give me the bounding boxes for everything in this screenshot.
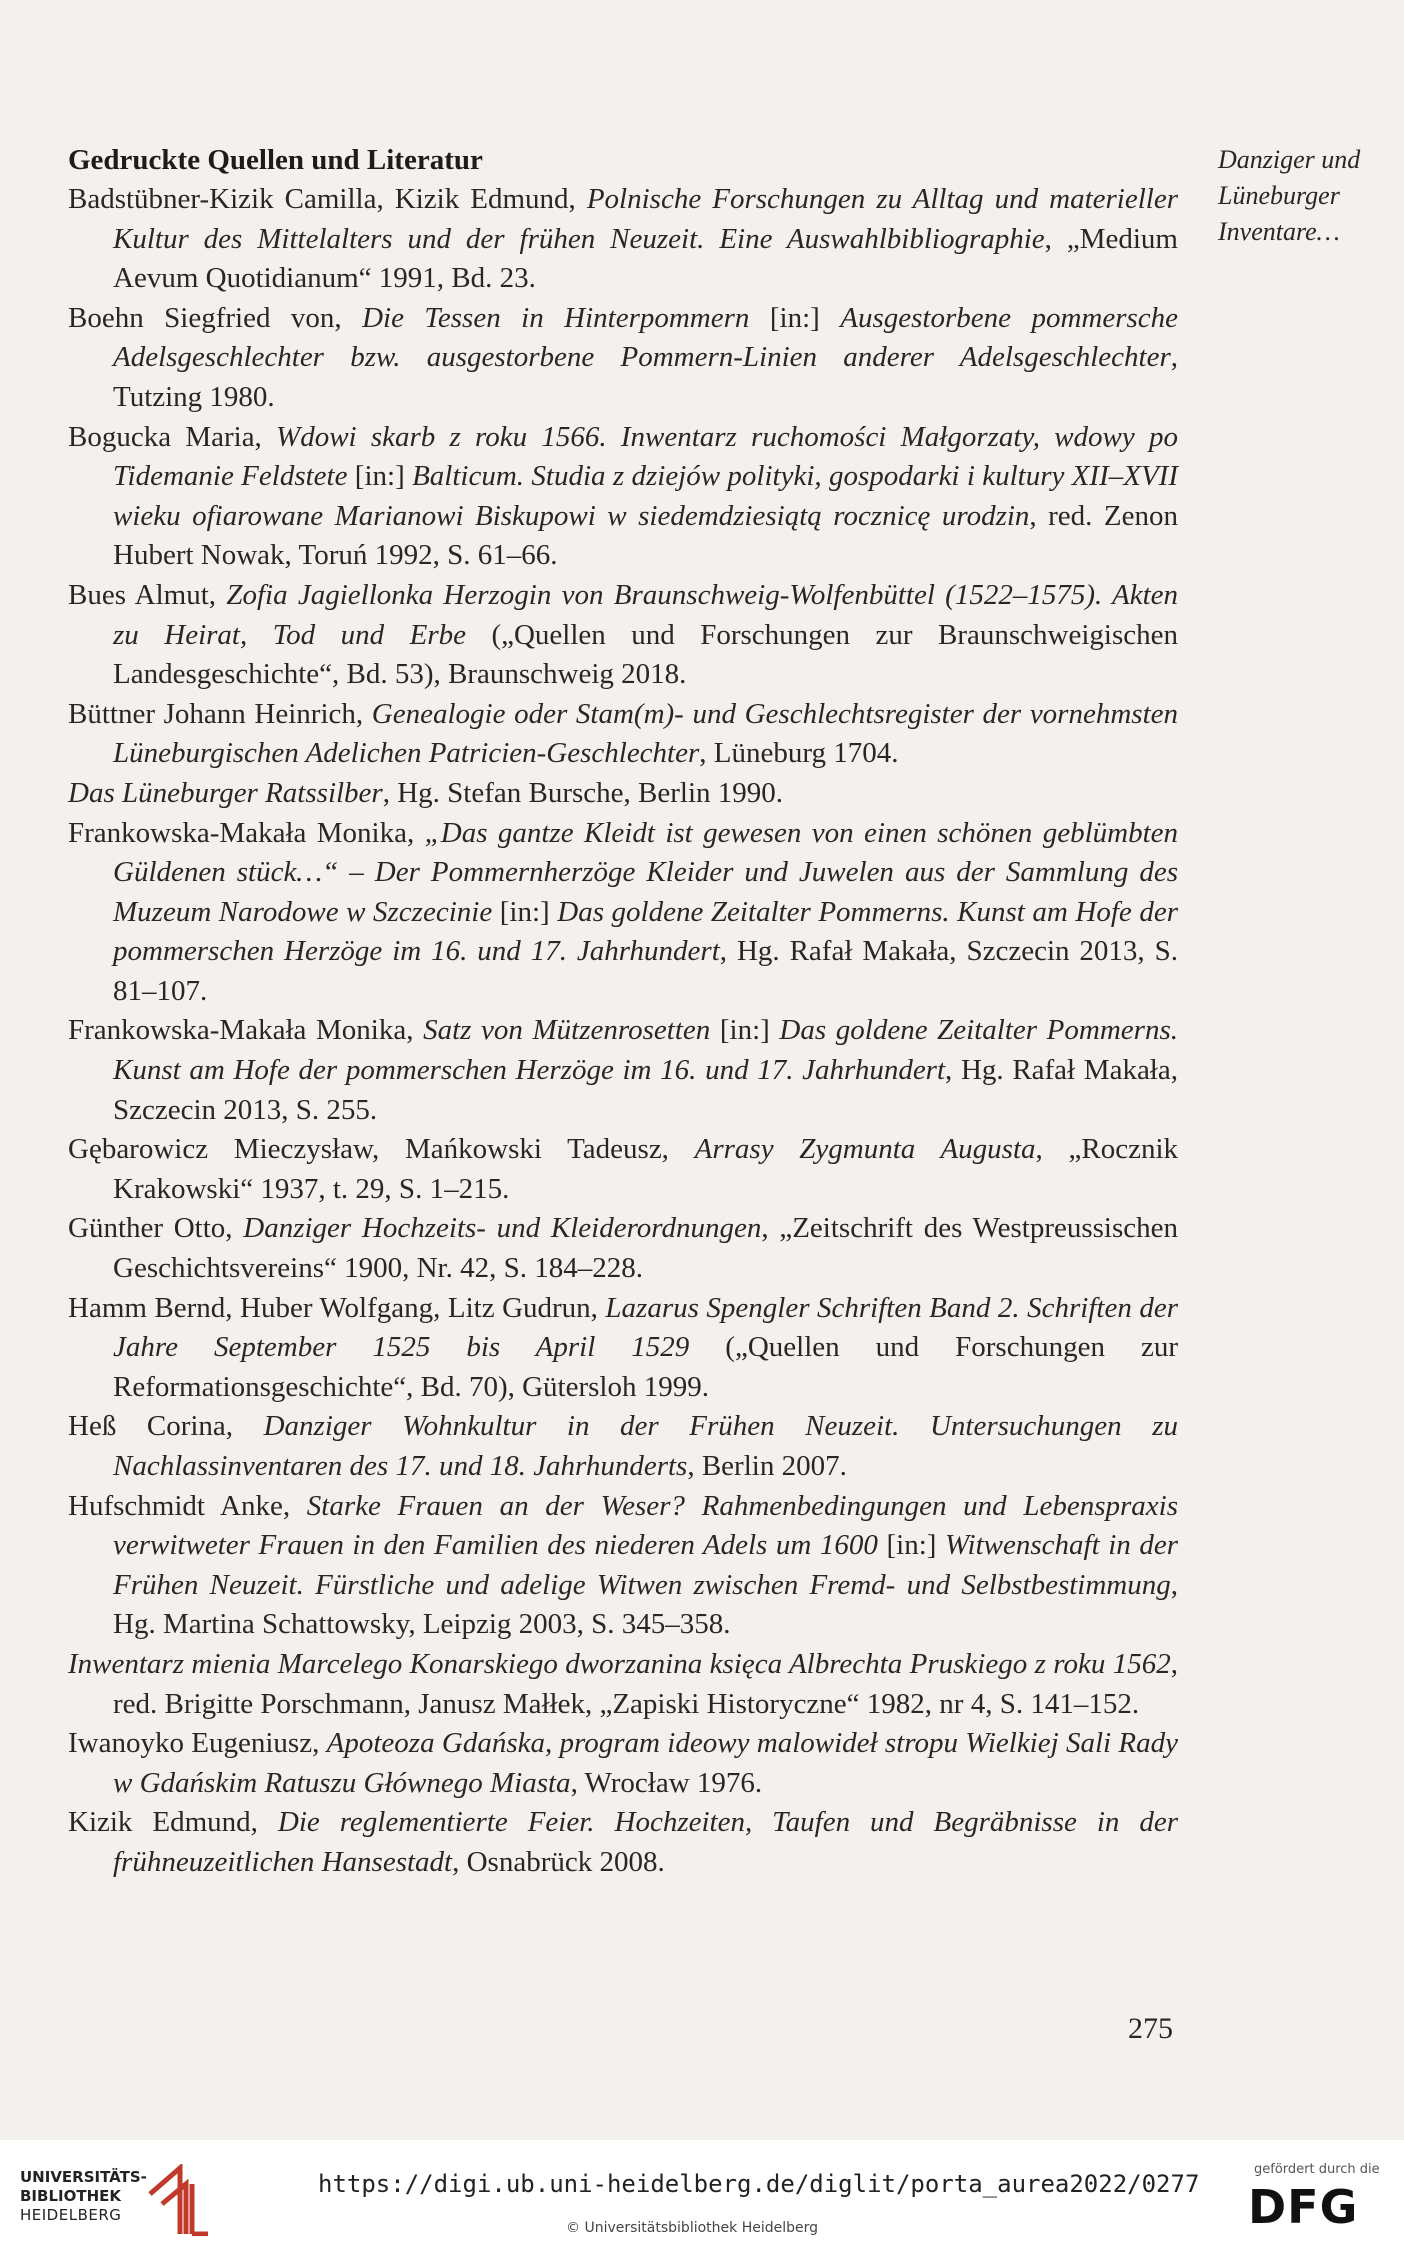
- permalink-url[interactable]: https://digi.ub.uni-heidelberg.de/diglit/porta_aurea2022/0277: [318, 2170, 1200, 2198]
- section-heading: Gedruckte Quellen und Literatur: [68, 144, 483, 176]
- entry-title-italic: Danziger Wohnkultur in der Frühen Neuzeit. Untersuchungen zu Nachlassinventaren des 17. und 18. Jahrhunderts: [113, 1410, 1178, 1482]
- library-name: [20, 2168, 147, 2225]
- entry-text: , „Rocznik Krakowski“ 1937, t. 29, S. 1–215.: [113, 1133, 1178, 1205]
- entry-text: [in:]: [347, 460, 413, 493]
- bibliography-list: [68, 180, 1178, 1883]
- entry-text: Bues Almut,: [68, 578, 227, 611]
- entry-text: , Berlin 2007.: [687, 1450, 847, 1482]
- entry-title-italic: Danziger Hochzeits- und Kleiderordnungen: [243, 1212, 762, 1245]
- entry-text: , Hg. Stefan Bursche, Berlin 1990.: [382, 776, 784, 809]
- university-library-logo[interactable]: [20, 2164, 220, 2234]
- entry-text: [in:]: [492, 895, 558, 928]
- entry-title-italic: Witwenschaft in der Frühen Neuzeit. Fürstliche und adelige Witwen zwischen Fremd- und Selbstbestimmung: [113, 1529, 1179, 1601]
- entry-text: [in:]: [749, 301, 841, 334]
- entry-text: , red. Brigitte Porschmann, Janusz Małłek, „Zapiski Historyczne“ 1982, nr 4, S. 141–152.: [113, 1647, 1178, 1720]
- dfg-logo[interactable]: [1248, 2162, 1388, 2242]
- entry-title-italic: Polnische Forschungen zu Alltag und materieller Kultur des Mittelalters und der frühen Neuzeit. Eine Auswahlbibliographie: [113, 183, 1178, 255]
- bibliography-entry: [68, 1645, 1178, 1724]
- bibliography-entry: [68, 1130, 1178, 1209]
- entry-text: („Quellen und Forschungen zur Braunschweigischen Landesgeschichte“, Bd. 53), Braunschweig 2018.: [113, 618, 1178, 691]
- entry-title-italic: Das Lüneburger Ratssilber: [68, 776, 383, 809]
- bibliography-entry: [68, 1289, 1178, 1408]
- entry-title-italic: „Das gantze Kleidt ist gewesen von einen schönen geblümbten Güldenen stück…“ – Der Pommernherzöge Kleider und Juwelen aus der Sammlung des Muzeum Narodowe w Szczecinie: [113, 816, 1178, 928]
- entry-text: Büttner Johann Heinrich,: [68, 697, 372, 730]
- dfg-wordmark: DFG: [1248, 2180, 1359, 2234]
- entry-text: Heß Corina,: [68, 1410, 264, 1443]
- copyright-notice: © Universitätsbibliothek Heidelberg: [566, 2220, 819, 2236]
- entry-title-italic: Zofia Jagiellonka Herzogin von Braunschweig-Wolfenbüttel (1522–1575). Akten zu Heirat, Tod und Erbe: [113, 578, 1179, 651]
- page-number: 275: [1128, 2012, 1173, 2045]
- bibliography-entry: [68, 1724, 1178, 1803]
- entry-text: , Tutzing 1980.: [113, 341, 1178, 413]
- library-name-line: BIBLIOTHEK: [20, 2187, 121, 2205]
- bibliography-entry: [68, 1407, 1178, 1486]
- entry-text: Frankowska-Makała Monika,: [68, 816, 425, 849]
- dfg-funding-note: gefördert durch die: [1254, 2162, 1380, 2177]
- entry-text: Kizik Edmund,: [68, 1806, 278, 1839]
- entry-title-italic: Balticum. Studia z dziejów polityki, gospodarki i kultury XII–XVII wieku ofiarowane Marianowi Biskupowi w siedemdziesiątą rocznicę urodzin: [113, 460, 1178, 532]
- entry-title-italic: Arrasy Zygmunta Augusta: [694, 1133, 1036, 1166]
- bibliography-entry: [68, 418, 1178, 576]
- entry-text: , Hg. Rafał Makała, Szczecin 2013, S. 81–107.: [113, 935, 1178, 1007]
- entry-title-italic: Genealogie oder Stam(m)- und Geschlechtsregister der vornehmsten Lüneburgischen Adelichen Patricien-Geschlechter: [113, 697, 1179, 770]
- entry-title-italic: Inwentarz mienia Marcelego Konarskiego dworzanina księca Albrechta Pruskiego z roku 1562: [68, 1647, 1171, 1680]
- bibliography-entry: [68, 814, 1178, 1012]
- entry-text: , Osnabrück 2008.: [452, 1845, 665, 1878]
- entry-text: , Hg. Rafał Makała, Szczecin 2013, S. 255.: [113, 1054, 1178, 1126]
- entry-text: („Quellen und Forschungen zur Reformationsgeschichte“, Bd. 70), Gütersloh 1999.: [113, 1331, 1178, 1403]
- entry-title-italic: Starke Frauen an der Weser? Rahmenbedingungen und Lebenspraxis verwitweter Frauen in den Familien des niederen Adels um 1600: [113, 1489, 1178, 1562]
- entry-text: , red. Zenon Hubert Nowak, Toruń 1992, S. 61–66.: [113, 499, 1178, 572]
- entry-text: , Wrocław 1976.: [570, 1766, 763, 1799]
- entry-title-italic: Die Tessen in Hinterpommern: [362, 301, 750, 334]
- entry-text: Hamm Bernd, Huber Wolfgang, Litz Gudrun,: [68, 1291, 606, 1324]
- entry-title-italic: Ausgestorbene pommersche Adelsgeschlechter bzw. ausgestorbene Pommern-Linien anderer Adelsgeschlechter: [113, 301, 1179, 374]
- entry-title-italic: Lazarus Spengler Schriften Band 2. Schriften der Jahre September 1525 bis April 1529: [113, 1291, 1178, 1364]
- entry-text: , Lüneburg 1704.: [699, 737, 899, 770]
- entry-text: Frankowska-Makała Monika,: [68, 1014, 424, 1047]
- entry-text: Badstübner-Kizik Camilla, Kizik Edmund,: [68, 183, 587, 215]
- bibliography-entry: [68, 1487, 1178, 1645]
- entry-text: , „Zeitschrift des Westpreussischen Geschichtsvereins“ 1900, Nr. 42, S. 184–228.: [113, 1212, 1178, 1285]
- bibliography-entry: [68, 299, 1178, 418]
- bibliography-entry: [68, 695, 1178, 774]
- entry-text: Gębarowicz Mieczysław, Mańkowski Tadeusz,: [68, 1133, 695, 1166]
- entry-title-italic: Das goldene Zeitalter Pommerns. Kunst am Hofe der pommerschen Herzöge im 16. und 17. Jahrhundert: [113, 1014, 1178, 1087]
- entry-title-italic: Apoteoza Gdańska, program ideowy malowideł stropu Wielkiej Sali Rady w Gdańskim Ratuszu Głównego Miasta: [113, 1727, 1178, 1799]
- entry-text: Iwanoyko Eugeniusz,: [68, 1727, 327, 1760]
- margin-note-line: Inventare…: [1218, 217, 1340, 246]
- bibliography-entry: [68, 576, 1178, 695]
- entry-text: [in:]: [710, 1014, 780, 1047]
- margin-note-line: Lüneburger: [1218, 181, 1340, 210]
- entry-title-italic: Wdowi skarb z roku 1566. Inwentarz ruchomości Małgorzaty, wdowy po Tidemanie Feldstete: [113, 420, 1178, 493]
- bibliography-entry: [68, 774, 1178, 814]
- entry-title-italic: Satz von Mützenrosetten: [423, 1014, 711, 1047]
- library-name-line: HEIDELBERG: [20, 2206, 122, 2224]
- entry-text: Hufschmidt Anke,: [68, 1489, 307, 1522]
- footer-bar: [0, 2140, 1404, 2258]
- margin-note: [1218, 142, 1388, 250]
- bibliography-entry: [68, 180, 1178, 299]
- entry-title-italic: Die reglementierte Feier. Hochzeiten, Taufen und Begräbnisse in der frühneuzeitlichen Hansestadt: [113, 1806, 1179, 1878]
- bibliography-entry: [68, 1803, 1178, 1882]
- entry-text: , Hg. Martina Schattowsky, Leipzig 2003, S. 345–358.: [113, 1568, 1178, 1641]
- entry-text: Boehn Siegfried von,: [68, 301, 363, 334]
- bibliography-entry: [68, 1209, 1178, 1288]
- entry-text: Günther Otto,: [68, 1212, 244, 1245]
- margin-note-line: Danziger und: [1218, 145, 1361, 174]
- entry-title-italic: Das goldene Zeitalter Pommerns. Kunst am Hofe der pommerschen Herzöge im 16. und 17. Jahrhundert: [113, 895, 1178, 968]
- entry-text: , „Medium Aevum Quotidianum“ 1991, Bd. 23.: [113, 222, 1178, 295]
- library-name-line: UNIVERSITÄTS-: [20, 2168, 147, 2186]
- library-emblem-icon: [146, 2164, 212, 2236]
- bibliography-entry: [68, 1011, 1178, 1130]
- entry-text: [in:]: [877, 1529, 945, 1562]
- entry-text: Bogucka Maria,: [68, 420, 277, 453]
